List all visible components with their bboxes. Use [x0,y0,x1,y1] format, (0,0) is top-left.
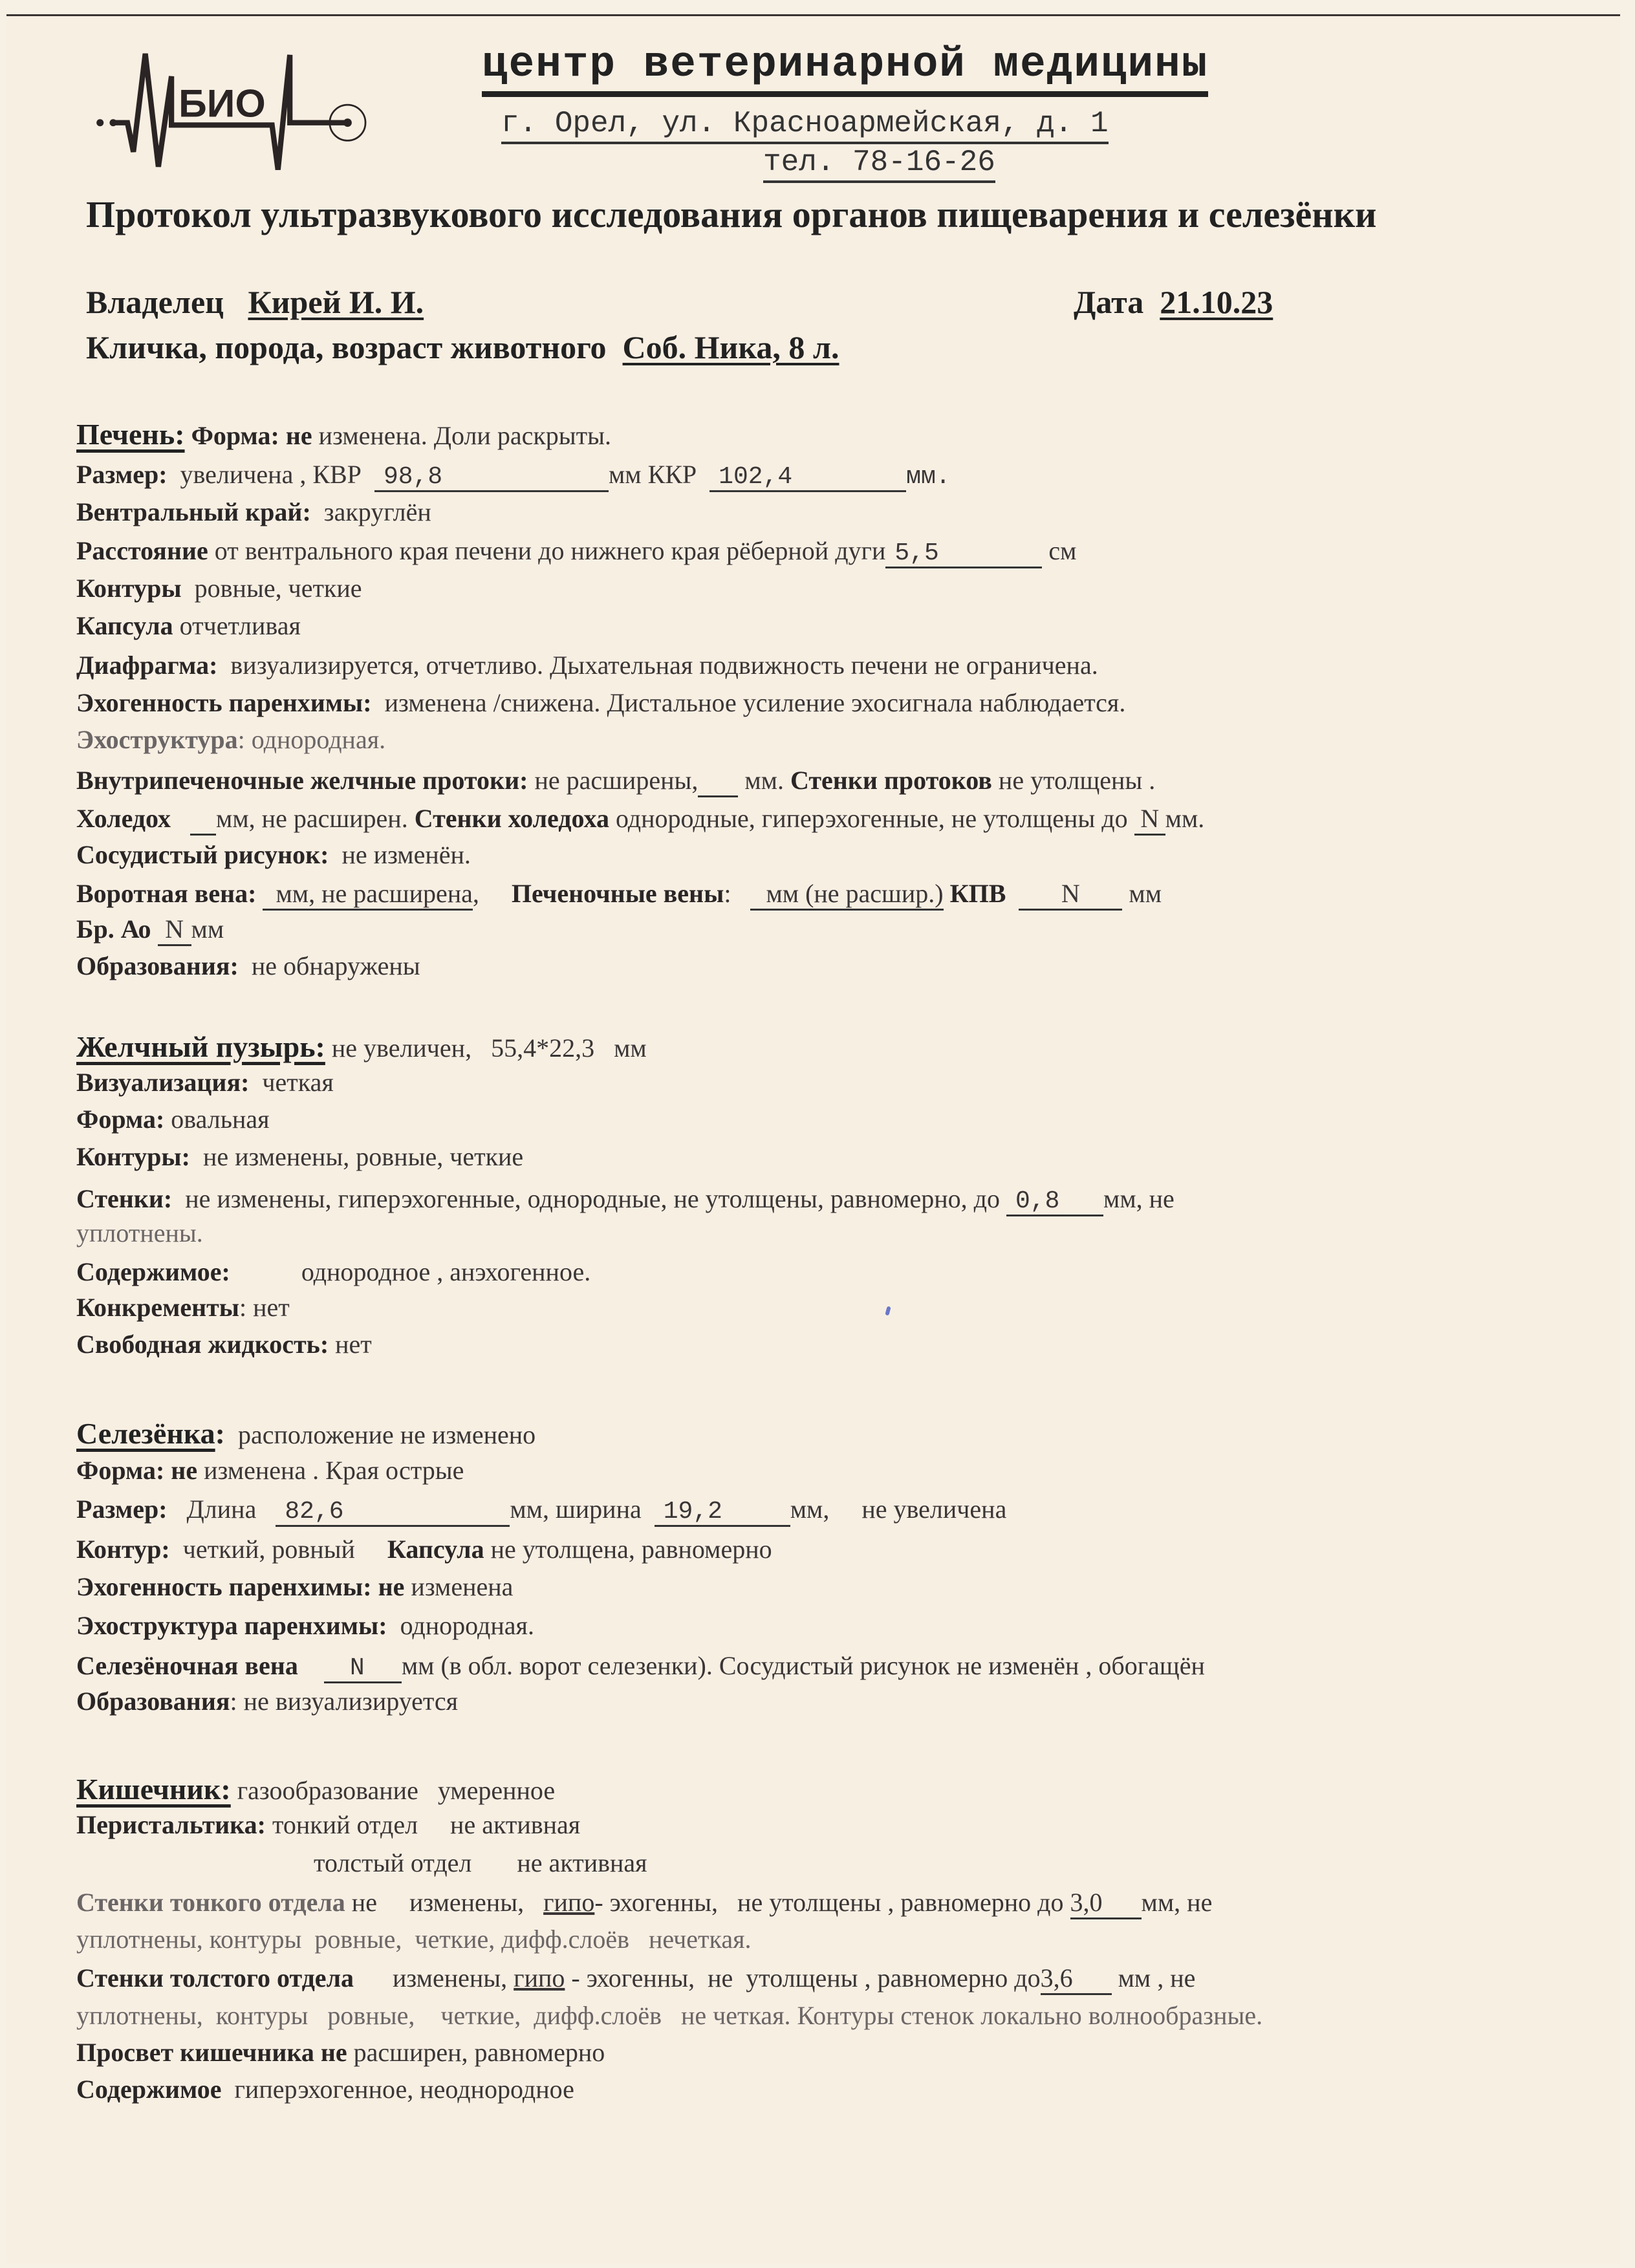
intestine-peristalsis-row: Перистальтика: тонкий отдел не активная [76,1810,581,1839]
spleen-contour-row: Контур: четкий, ровный Капсула не утолщена, равномерно [76,1535,772,1564]
spleen-vein-row: Селезёночная вена N мм (в обл. ворот селезенки). Сосудистый рисунок не изменён , обогащён [76,1651,1205,1682]
aorta-value: N [158,914,191,946]
liver-echostructure-row: Эхоструктура: однородная. [76,725,386,754]
liver-capsule-row: Капсула отчетливая [76,611,301,640]
gallbladder-walls-row: Стенки: не изменены, гиперэхогенные, однородные, не утолщены, равномерно, до 0,8 мм, не [76,1184,1175,1215]
liver-echogenicity-row: Эхогенность паренхимы: изменена /снижена. Дистальное усиление эхосигнала наблюдается. [76,688,1126,717]
spleen-size-row: Размер: Длина 82,6 мм, ширина 19,2 мм, не увеличена [76,1495,1007,1526]
liver-veins-row: Воротная вена: мм, не расширена, Печеночные вены: мм (не расшир.) КПВ N мм [76,878,1162,911]
spleen-echostructure-row: Эхоструктура паренхимы: однородная. [76,1611,534,1640]
liver-diaphragm-row: Диафрагма: визуализируется, отчетливо. Дыхательная подвижность печени не ограничена. [76,651,1098,680]
liver-ducts-row: Внутрипеченочные желчные протоки: не расширены, мм. Стенки протоков не утолщены . [76,765,1155,797]
owner-label: Владелец [86,284,224,320]
gallbladder-contents-row: Содержимое: однородное , анэхогенное. [76,1257,591,1286]
intestine-large-walls-row: Стенки толстого отдела изменены, гипо - эхогенны, не утолщены , равномерно до3,6 мм , не [76,1963,1195,1995]
date-row [1074,283,1273,321]
liver-kkr-value: 102,4 [709,464,906,492]
spleen-width-value: 19,2 [655,1499,790,1527]
bio-logo-icon [91,39,388,188]
intestine-lumen-row: Просвет кишечника не расширен, равномерно [76,2038,605,2067]
spleen-form-row: Форма: не изменена . Края острые [76,1456,464,1485]
spleen-echogenicity-row: Эхогенность паренхимы: не изменена [76,1572,514,1601]
liver-ventral-row: Вентральный край: закруглён [76,497,431,526]
gallbladder-concrements-row: Конкременты: нет [76,1293,290,1322]
owner-row [86,283,424,321]
liver-form-row: Печень: Форма: не изменена. Доли раскрыты. [76,418,611,451]
animal-row [86,329,839,366]
kpv-value: N [1019,878,1122,911]
organization-name: центр ветеринарной медицины [482,40,1208,97]
liver-kvr-value: 98,8 [374,464,609,492]
liver-choledoch-row: Холедох мм, не расширен. Стенки холедоха однородные, гиперэхогенные, не утолщены до N мм. [76,803,1204,836]
organization-phone: тел. 78-16-26 [763,146,995,183]
intestine-peristalsis-large-row: толстый отдел не активная [314,1848,647,1877]
gallbladder-free-fluid-row: Свободная жидкость: нет [76,1330,372,1359]
gallbladder-form-row: Форма: овальная [76,1105,270,1134]
liver-distance-row: Расстояние от вентрального края печени до нижнего края рёберной дуги 5,5 см [76,536,1077,567]
intestine-title-row: Кишечник: газообразование умеренное [76,1773,556,1806]
gallbladder-section-title: Желчный пузырь: [76,1030,325,1063]
liver-distance-value: 5,5 [885,541,1042,568]
date-value: 21.10.23 [1160,284,1273,320]
small-walls-thickness: 3,0 [1070,1887,1142,1919]
liver-section-title: Печень: [76,418,185,451]
intestine-large-walls-continued: уплотнены, контуры ровные, четкие, дифф.слоёв не четкая. Контуры стенок локально волнообразные. [76,2001,1263,2030]
liver-aorta-row: Бр. Ао N мм [76,914,224,946]
gallbladder-walls-continued: уплотнены. [76,1218,203,1247]
liver-vascular-row: Сосудистый рисунок: не изменён. [76,840,471,869]
intestine-section-title: Кишечник: [76,1773,231,1806]
intestine-small-walls-continued: уплотнены, контуры ровные, четкие, дифф.слоёв нечеткая. [76,1925,752,1954]
choledoch-walls-n: N [1134,803,1165,836]
animal-value: Соб. Ника, 8 л. [622,329,839,365]
intestine-small-walls-row: Стенки тонкого отдела не изменены, гипо- эхогенны, не утолщены , равномерно до 3,0 мм, не [76,1887,1212,1919]
svg-text:БИО: БИО [179,81,266,125]
gallbladder-contours-row: Контуры: не изменены, ровные, четкие [76,1142,524,1171]
date-label: Дата [1074,284,1144,320]
liver-size-row: Размер: увеличена , КВР 98,8 мм ККР 102,4 мм. [76,460,951,491]
large-walls-thickness: 3,6 [1041,1963,1112,1995]
document-title: Протокол ультразвукового исследования органов пищеварения и селезёнки [86,193,1377,235]
owner-value: Кирей И. И. [248,284,424,320]
gallbladder-visualization-row: Визуализация: четкая [76,1068,334,1097]
intestine-contents-row: Содержимое гиперэхогенное, неоднородное [76,2075,574,2104]
liver-formations-row: Образования: не обнаружены [76,951,420,980]
portal-vein-value: мм, не расширена [263,878,472,911]
animal-label: Кличка, порода, возраст животного [86,329,607,365]
organization-address: г. Орел, ул. Красноармейская, д. 1 [501,107,1109,144]
spleen-formations-row: Образования: не визуализируется [76,1687,459,1716]
liver-contours-row: Контуры ровные, четкие [76,574,362,603]
spleen-length-value: 82,6 [276,1499,510,1527]
hepatic-veins-value: мм (не расшир.) [750,878,943,911]
spleen-vein-value: N [324,1656,402,1683]
gallbladder-wall-thickness: 0,8 [1006,1189,1103,1216]
spleen-section-title: Селезёнка [76,1417,215,1450]
gallbladder-title-row: Желчный пузырь: не увеличен, 55,4*22,3 мм [76,1030,647,1063]
spleen-title-row: Селезёнка: расположение не изменено [76,1417,536,1450]
